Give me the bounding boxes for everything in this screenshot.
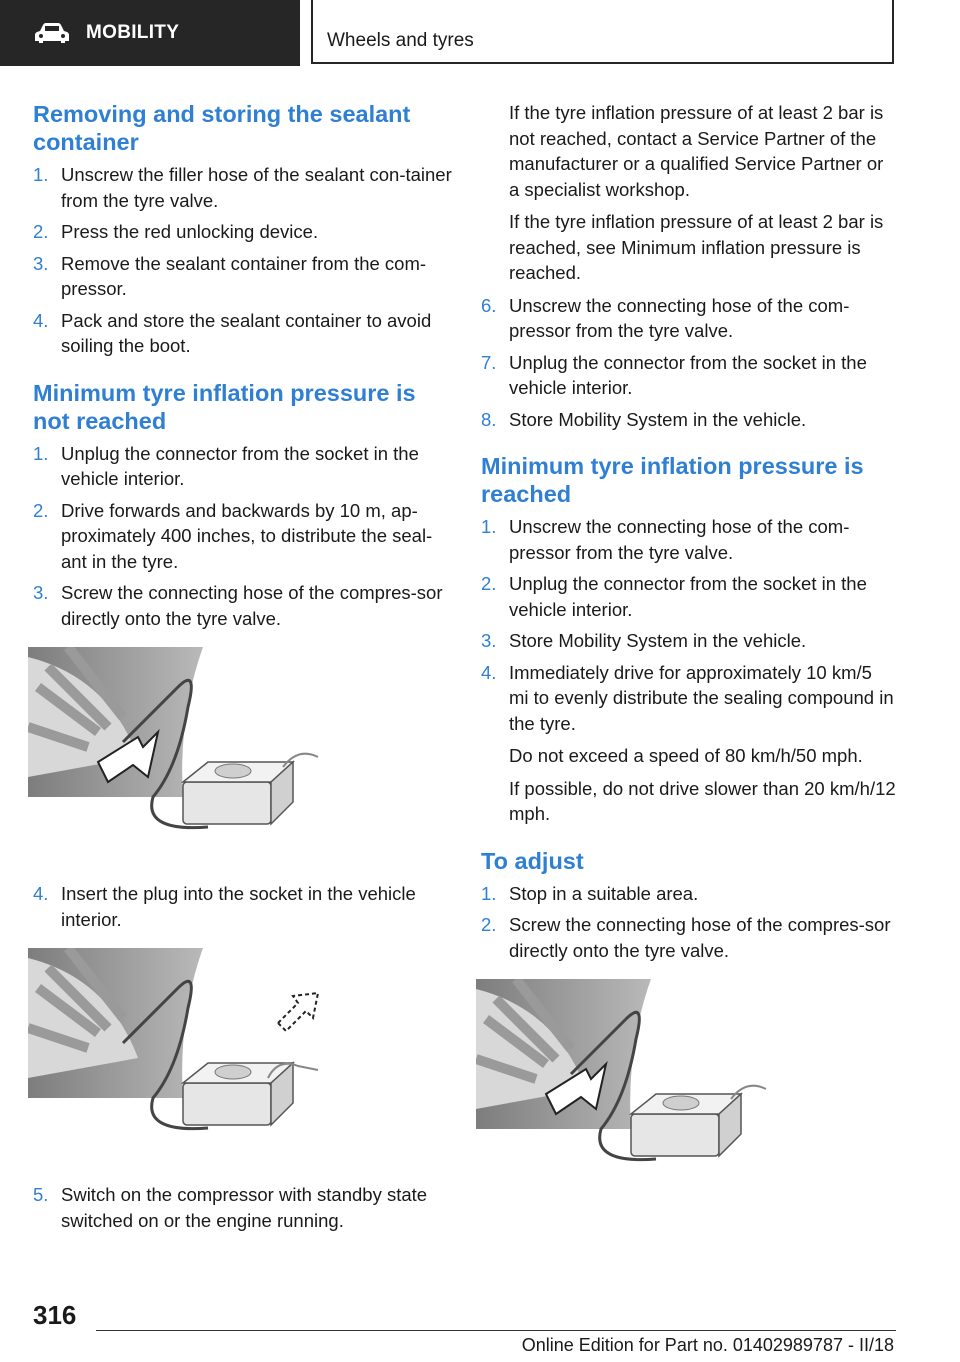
chapter-title: Wheels and tyres [327,30,474,51]
list-item: 3. Remove the sealant container from the com-pressor. [33,252,427,299]
heading-removing-sealant: Removing and storing the sealant container [33,101,411,155]
steps-continued [481,293,896,433]
list-item: 2. Unplug the connector from the socket in the vehicle interior. [481,573,867,620]
page-number: 316 [33,1300,77,1330]
section-label: MOBILITY [86,22,180,43]
steps-pressure-not-reached [33,441,453,632]
note-reached: If the tyre inflation pressure of at least 2 bar is reached, see Minimum inflation pressure is reached. [509,211,884,283]
list-item: 3. Store Mobility System in the vehicle. [481,630,807,651]
car-icon [34,21,70,45]
list-item: 1. Unscrew the filler hose of the sealant con-tainer from the tyre valve. [33,164,452,211]
illustration-hose-on-valve-adjust [476,979,776,1179]
list-item: 5. Switch on the compressor with standby state switched on or the engine running. [33,1184,428,1231]
illustration-plug-socket [28,948,328,1148]
list-item: 4. Insert the plug into the socket in the vehicle interior. [33,883,416,930]
steps-insert-plug [33,881,453,932]
list-item: 2. Drive forwards and backwards by 10 m, ap-proximately 400 inches, to distribute the seal-ant in the tyre. [33,499,433,572]
steps-pressure-reached [481,514,896,827]
page-header [0,0,960,66]
list-item: 6. Unscrew the connecting hose of the com-pressor from the tyre valve. [481,294,850,341]
list-item: 3. Screw the connecting hose of the compres-sor directly onto the tyre valve. [33,582,443,629]
steps-to-adjust [481,881,896,964]
heading-pressure-not-reached: Minimum tyre inflation pressure is not reached [33,379,416,434]
note-not-reached: If the tyre inflation pressure of at least 2 bar is not reached, contact a Service Partner of the manufacturer or a qualified Service Partner or a specialist workshop. [509,102,884,200]
list-item: 4. Immediately drive for approximately 10 km/5 mi to evenly distribute the sealing compound in the tyre. Do not exceed a speed of 80 km/h/50 mph. If possible, do not drive slower than 20 km/h/12 mph. [481,661,896,824]
right-column [481,100,896,1213]
steps-removing-sealant [33,162,453,359]
edition-info: Online Edition for Part no. 01402989787 - II/18 [521,1335,894,1355]
list-item: 2. Screw the connecting hose of the compres-sor directly onto the tyre valve. [481,914,891,961]
heading-to-adjust: To adjust [481,847,584,874]
list-item: 7. Unplug the connector from the socket in the vehicle interior. [481,351,867,398]
list-item: 1. Unplug the connector from the socket in the vehicle interior. [33,442,419,489]
list-item: 1. Stop in a suitable area. [481,882,699,904]
list-item: 2. Press the red unlocking device. [33,221,319,242]
left-column [33,100,453,1239]
chapter-tab [311,0,894,64]
heading-pressure-reached: Minimum tyre inflation pressure is reached [481,453,864,507]
list-item: 4. Pack and store the sealant container to avoid soiling the boot. [33,309,432,356]
footer-divider [96,1330,896,1331]
steps-switch-on [33,1182,453,1233]
list-item: 1. Unscrew the connecting hose of the com-pressor from the tyre valve. [481,516,850,563]
section-tab [0,0,300,66]
continued-step-notes [481,100,896,286]
list-item: 8. Store Mobility System in the vehicle. [481,408,807,430]
illustration-hose-on-valve [28,647,328,847]
